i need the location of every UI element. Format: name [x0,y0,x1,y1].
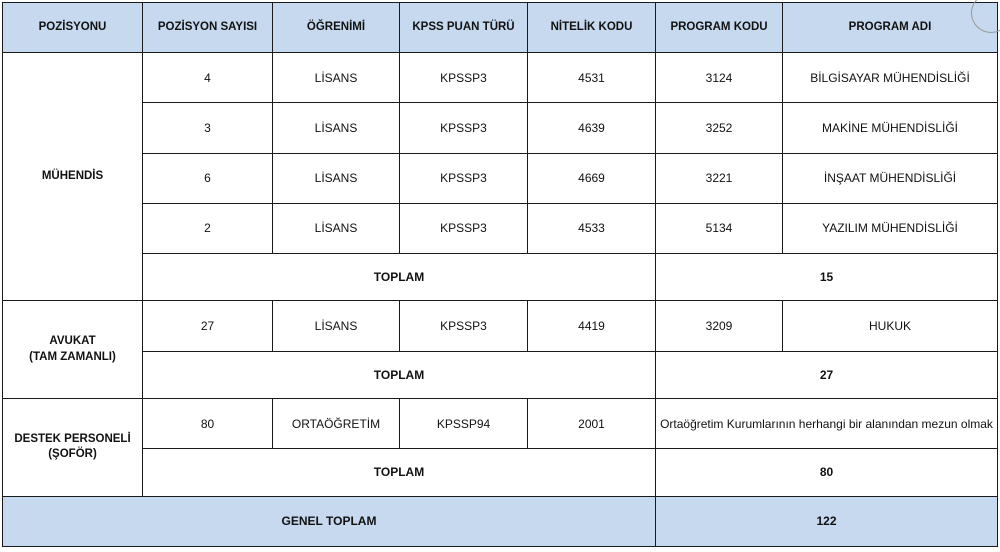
program-code: 3252 [656,103,783,153]
position-count: 3 [143,103,273,153]
position-count: 27 [143,301,273,351]
header-row [3,3,998,53]
nitelik-code: 4669 [528,153,656,203]
program-code: 3124 [656,53,783,103]
position-table [2,2,998,547]
subtotal-label: TOPLAM [143,351,656,398]
education: LİSANS [273,103,400,153]
position-name-line1: DESTEK PERSONELİ [14,432,131,445]
table-row [3,301,998,351]
position-count: 80 [143,399,273,449]
header-pozisyonu: POZİSYONU [3,3,143,53]
program-name: YAZILIM MÜHENDİSLİĞİ [783,203,998,253]
position-name-line2: (TAM ZAMANLI) [29,350,116,363]
header-kpss-puan-turu: KPSS PUAN TÜRÜ [400,3,528,53]
position-count: 2 [143,203,273,253]
table-row [3,53,998,103]
header-program-kodu: PROGRAM KODU [656,3,783,53]
education: LİSANS [273,53,400,103]
program-name: HUKUK [783,301,998,351]
program-name: MAKİNE MÜHENDİSLİĞİ [783,103,998,153]
table-row [3,399,998,449]
kpss-type: KPSSP3 [400,103,528,153]
position-count: 6 [143,153,273,203]
seal-stamp [971,0,1000,33]
subtotal-label: TOPLAM [143,449,656,496]
program-name: BİLGİSAYAR MÜHENDİSLİĞİ [783,53,998,103]
nitelik-code: 2001 [528,399,656,449]
kpss-type: KPSSP3 [400,153,528,203]
subtotal-row [3,254,998,301]
kpss-type: KPSSP3 [400,53,528,103]
education: ORTAÖĞRETİM [273,399,400,449]
header-nitelik-kodu: NİTELİK KODU [528,3,656,53]
subtotal-value: 27 [656,351,998,398]
program-code: 3221 [656,153,783,203]
education: LİSANS [273,153,400,203]
subtotal-row [3,449,998,496]
kpss-type: KPSSP3 [400,301,528,351]
grand-total-value: 122 [656,496,998,546]
nitelik-code: 4533 [528,203,656,253]
kpss-type: KPSSP94 [400,399,528,449]
position-count: 4 [143,53,273,103]
education: LİSANS [273,301,400,351]
subtotal-label: TOPLAM [143,254,656,301]
table-row [3,203,998,253]
header-program-adi-label: PROGRAM ADI [848,20,932,33]
position-name [3,399,143,497]
header-pozisyon-sayisi: POZİSYON SAYISI [143,3,273,53]
grand-total-row [3,496,998,546]
program-name: Ortaöğretim Kurumlarının herhangi bir alanından mezun olmak [656,399,998,449]
education: LİSANS [273,203,400,253]
table-row [3,153,998,203]
kpss-type: KPSSP3 [400,203,528,253]
table-row [3,103,998,153]
header-ogrenimi: ÖĞRENİMİ [273,3,400,53]
subtotal-value: 15 [656,254,998,301]
subtotal-row [3,351,998,398]
header-program-adi [783,3,998,53]
position-name-line2: (ŞOFÖR) [48,448,97,461]
position-name: MÜHENDİS [3,53,143,301]
grand-total-label: GENEL TOPLAM [3,496,656,546]
program-code: 5134 [656,203,783,253]
program-code: 3209 [656,301,783,351]
nitelik-code: 4531 [528,53,656,103]
position-name [3,301,143,399]
position-name-line1: AVUKAT [49,335,96,348]
subtotal-value: 80 [656,449,998,496]
program-name: İNŞAAT MÜHENDİSLİĞİ [783,153,998,203]
nitelik-code: 4419 [528,301,656,351]
nitelik-code: 4639 [528,103,656,153]
